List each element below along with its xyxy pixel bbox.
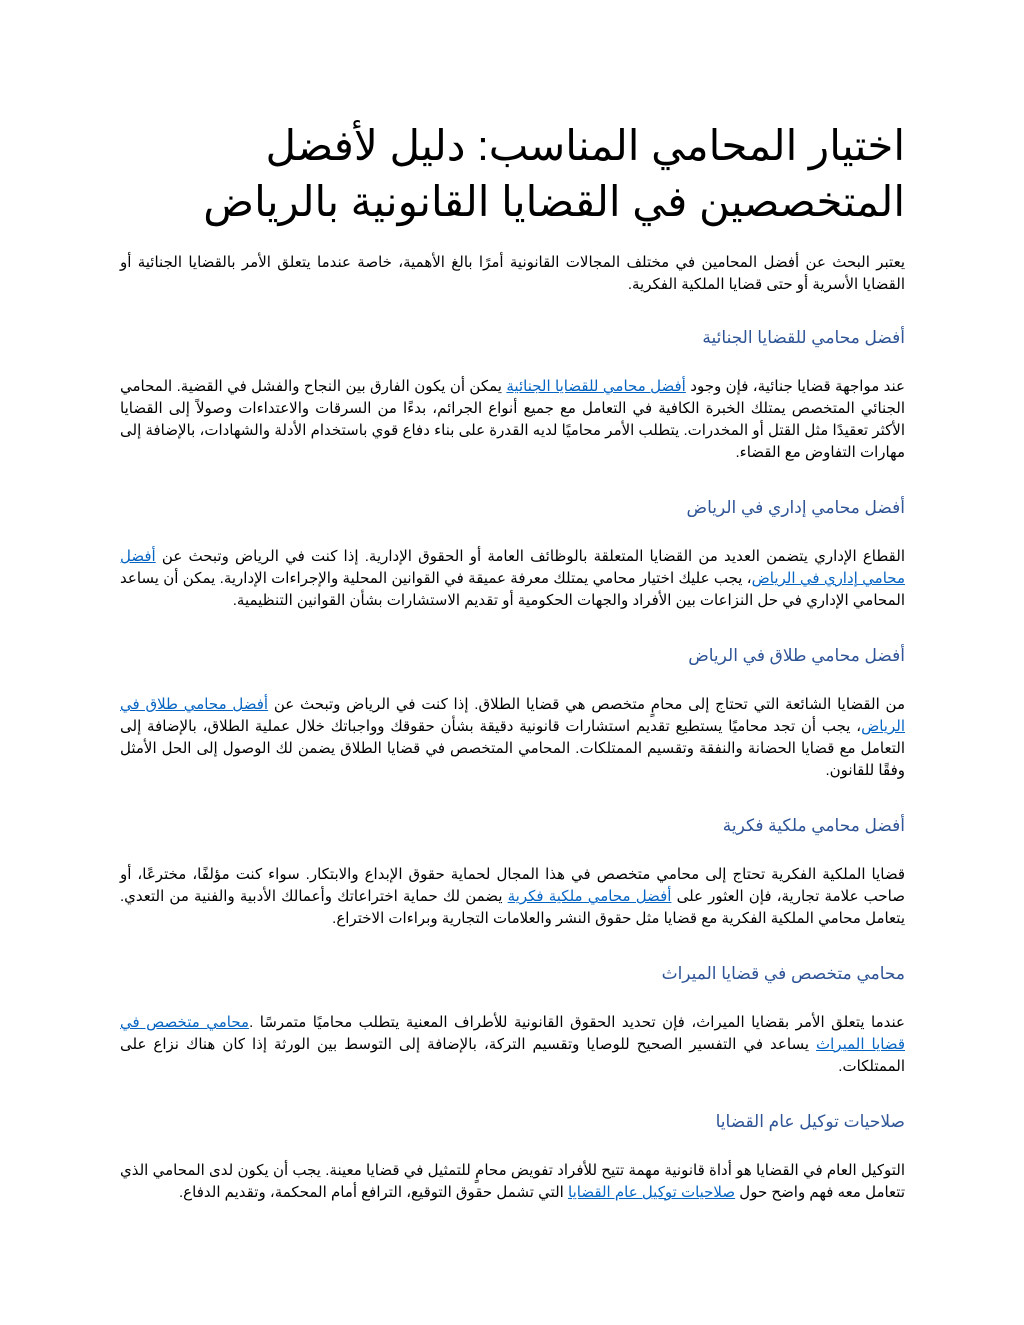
criminal-lawyer-link[interactable]: أفضل محامي للقضايا الجنائية	[506, 378, 686, 395]
document-page	[120, 118, 905, 1204]
administrative-lawyer-link[interactable]: أفضل محامي إداري في الرياض	[120, 548, 905, 587]
ip-lawyer-link[interactable]: أفضل محامي ملكية فكرية	[507, 888, 672, 905]
paragraph-text: عند مواجهة قضايا جنائية، فإن وجود	[685, 378, 905, 395]
document-title: اختيار المحامي المناسب: دليل لأفضل المتخصصين في القضايا القانونية بالرياض	[203, 122, 905, 225]
section-paragraph-ip	[120, 864, 905, 930]
paragraph-text: التوكيل العام في القضايا هو أداة قانونية مهمة تتيح للأفراد تفويض محامٍ للتمثيل في قضايا معينة. يجب أن يكون لدى المحامي الذي تتعامل معه فهم واضح حول	[120, 1162, 905, 1201]
paragraph-text: يساعد في التفسير الصحيح للوصايا وتقسيم التركة، بالإضافة إلى التوسط بين الورثة إذا كان هناك نزاع على الممتلكات.	[120, 1036, 905, 1075]
paragraph-text: من القضايا الشائعة التي تحتاج إلى محامٍ متخصص هي قضايا الطلاق. إذا كنت في الرياض وتبحث عن	[268, 696, 905, 713]
section-paragraph-criminal	[120, 376, 905, 464]
divorce-lawyer-link[interactable]: أفضل محامي طلاق في الرياض	[120, 696, 905, 735]
paragraph-text: التي تشمل حقوق التوقيع، الترافع أمام المحكمة، وتقديم الدفاع.	[179, 1184, 569, 1201]
paragraph-text: قضايا الملكية الفكرية تحتاج إلى محامي متخصص في هذا المجال لحماية حقوق الإبداع والابتكار. سواء كنت مؤلفًا، مخترعًا، أو صاحب علامة تجارية، فإن العثور على	[120, 866, 905, 905]
section-heading-criminal: أفضل محامي للقضايا الجنائية	[702, 328, 905, 347]
paragraph-text: القطاع الإداري يتضمن العديد من القضايا المتعلقة بالوظائف العامة أو الحقوق الإدارية. إذا كنت في الرياض وتبحث عن	[155, 548, 905, 565]
section-heading-administrative: أفضل محامي إداري في الرياض	[686, 498, 905, 517]
paragraph-text: ، يجب أن تجد محاميًا يستطيع تقديم استشارات قانونية دقيقة بشأن حقوقك وواجباتك خلال عملية الطلاق، بالإضافة إلى التعامل مع قضايا الحضانة والنفقة وتقسيم الممتلكات. المحامي المتخصص في قضايا الطلاق يضمن لك الوصول إلى الحل الأمثل وفقًا للقانون.	[120, 718, 905, 779]
section-paragraph-power-of-attorney	[120, 1160, 905, 1204]
paragraph-text: ، يجب عليك اختيار محامي يمتلك معرفة عميقة في القوانين المحلية والإجراءات الإدارية. يمكن أن يساعد المحامي الإداري في حل النزاعات بين الأفراد والجهات الحكومية أو تقديم الاستشارات بشأن القوانين التنظيمية.	[120, 570, 905, 609]
paragraph-text: عندما يتعلق الأمر بقضايا الميراث، فإن تحديد الحقوق القانونية للأطراف المعنية يتطلب محاميًا متمرسًا .	[249, 1014, 906, 1031]
power-of-attorney-link[interactable]: صلاحيات توكيل عام القضايا	[568, 1184, 736, 1201]
intro-paragraph: يعتبر البحث عن أفضل المحامين في مختلف المجالات القانونية أمرًا بالغ الأهمية، خاصة عندما يتعلق الأمر بالقضايا الجنائية أو القضايا الأسرية أو حتى قضايا الملكية الفكرية.	[120, 254, 905, 293]
section-heading-divorce: أفضل محامي طلاق في الرياض	[688, 646, 905, 665]
section-heading-inheritance: محامي متخصص في قضايا الميراث	[661, 964, 905, 983]
section-heading-ip: أفضل محامي ملكية فكرية	[722, 816, 905, 835]
section-heading-power-of-attorney: صلاحيات توكيل عام القضايا	[715, 1112, 905, 1131]
section-paragraph-divorce	[120, 694, 905, 782]
paragraph-text: يضمن لك حماية اختراعاتك وأعمالك الأدبية والفنية من التعدي. يتعامل محامي الملكية الفكرية مع قضايا مثل حقوق النشر والعلامات التجارية وبراءات الاختراع.	[120, 888, 905, 927]
inheritance-lawyer-link[interactable]: محامي متخصص في قضايا الميراث	[120, 1014, 905, 1053]
section-paragraph-administrative	[120, 546, 905, 612]
section-paragraph-inheritance	[120, 1012, 905, 1078]
paragraph-text: يمكن أن يكون الفارق بين النجاح والفشل في القضية. المحامي الجنائي المتخصص يمتلك الخبرة الكافية في التعامل مع جميع أنواع الجرائم، بدءًا من السرقات والاعتداءات وصولاً إلى القضايا الأكثر تعقيدًا مثل القتل أو المخدرات. يتطلب الأمر محاميًا لديه القدرة على بناء دفاع قوي باستخدام الأدلة والشهادات، بالإضافة إلى مهارات التفاوض مع القضاء.	[120, 378, 905, 461]
